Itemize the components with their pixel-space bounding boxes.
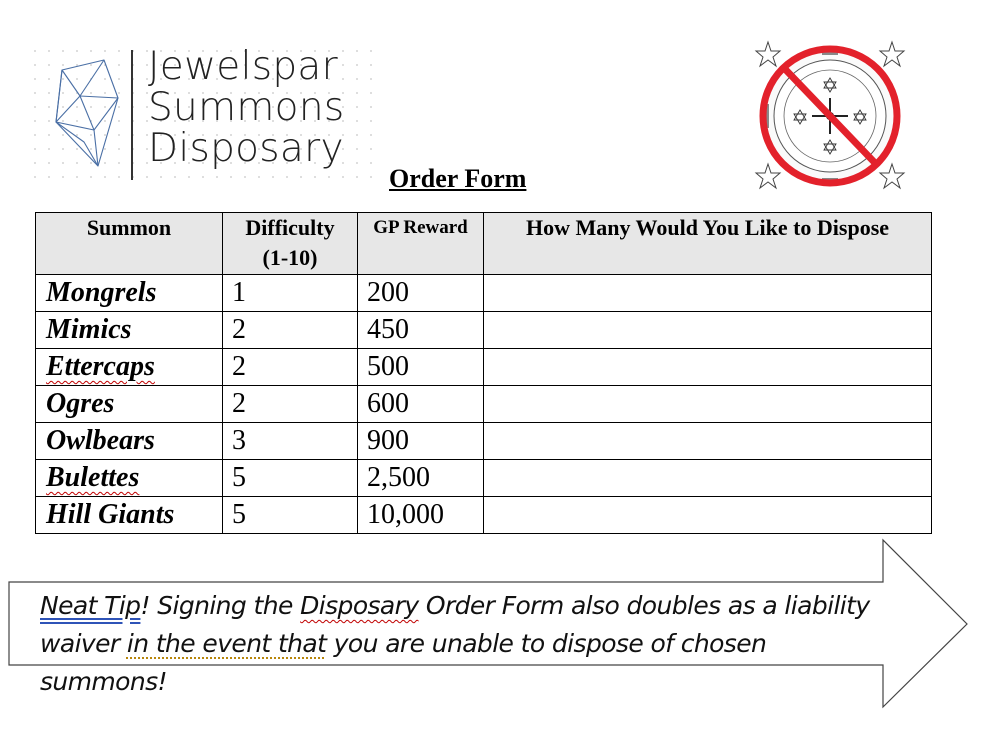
tip-text-part: you are unable to dispose of chosen summons! bbox=[40, 629, 767, 696]
difficulty-cell: 1 bbox=[223, 275, 358, 312]
tip-text bbox=[40, 587, 900, 701]
order-table bbox=[35, 212, 932, 534]
gp-reward-cell: 900 bbox=[358, 423, 484, 460]
gp-reward-cell: 500 bbox=[358, 349, 484, 386]
table-row bbox=[36, 423, 932, 460]
tip-heading: Neat Tip bbox=[40, 591, 141, 620]
quantity-field[interactable] bbox=[484, 460, 932, 497]
header-how-many: How Many Would You Like to Dispose bbox=[484, 213, 932, 275]
gp-reward-cell: 10,000 bbox=[358, 497, 484, 534]
logo-divider bbox=[131, 50, 133, 180]
tip-text-part: Order Form also doubles as a liability waiver bbox=[40, 591, 870, 658]
summon-name-text: Bulettes bbox=[46, 462, 140, 493]
gp-reward-cell: 2,500 bbox=[358, 460, 484, 497]
table-row bbox=[36, 386, 932, 423]
difficulty-cell: 2 bbox=[223, 349, 358, 386]
table-row bbox=[36, 349, 932, 386]
table-header-row bbox=[36, 213, 932, 275]
summon-name: Owlbears bbox=[36, 423, 223, 460]
quantity-field[interactable] bbox=[484, 275, 932, 312]
logo-line-3: Disposary bbox=[148, 126, 344, 171]
summon-name-text: Ettercaps bbox=[46, 351, 155, 382]
tip-text-part: in the event that bbox=[126, 629, 327, 658]
summon-name bbox=[36, 349, 223, 386]
header-difficulty bbox=[223, 213, 358, 275]
difficulty-cell: 3 bbox=[223, 423, 358, 460]
quantity-field[interactable] bbox=[484, 497, 932, 534]
quantity-field[interactable] bbox=[484, 349, 932, 386]
quantity-field[interactable] bbox=[484, 312, 932, 349]
tip-text-part: ! Signing the bbox=[140, 591, 301, 620]
table-row bbox=[36, 497, 932, 534]
crystal-gem-icon bbox=[54, 58, 122, 170]
tip-text-part: Disposary bbox=[300, 591, 419, 620]
summon-name: Mongrels bbox=[36, 275, 223, 312]
gp-reward-cell: 200 bbox=[358, 275, 484, 312]
header-summon: Summon bbox=[36, 213, 223, 275]
quantity-field[interactable] bbox=[484, 386, 932, 423]
quantity-field[interactable] bbox=[484, 423, 932, 460]
header-difficulty-label: Difficulty bbox=[245, 215, 335, 240]
gp-reward-cell: 450 bbox=[358, 312, 484, 349]
table-row bbox=[36, 460, 932, 497]
difficulty-cell: 5 bbox=[223, 497, 358, 534]
table-row bbox=[36, 275, 932, 312]
header-gp-reward: GP Reward bbox=[358, 213, 484, 275]
order-form-title: Order Form bbox=[389, 164, 527, 193]
summon-name: Ogres bbox=[36, 386, 223, 423]
header-difficulty-range: (1-10) bbox=[262, 245, 318, 270]
gp-reward-cell: 600 bbox=[358, 386, 484, 423]
summon-name: Hill Giants bbox=[36, 497, 223, 534]
summon-name bbox=[36, 460, 223, 497]
prohibited-seal-icon bbox=[750, 38, 910, 194]
difficulty-cell: 5 bbox=[223, 460, 358, 497]
difficulty-cell: 2 bbox=[223, 312, 358, 349]
logo-line-1: Jewelspar bbox=[148, 44, 338, 89]
difficulty-cell: 2 bbox=[223, 386, 358, 423]
logo-line-2: Summons bbox=[148, 85, 345, 130]
summon-name: Mimics bbox=[36, 312, 223, 349]
table-row bbox=[36, 312, 932, 349]
logo-wordmark bbox=[148, 46, 344, 169]
company-logo bbox=[28, 44, 378, 190]
